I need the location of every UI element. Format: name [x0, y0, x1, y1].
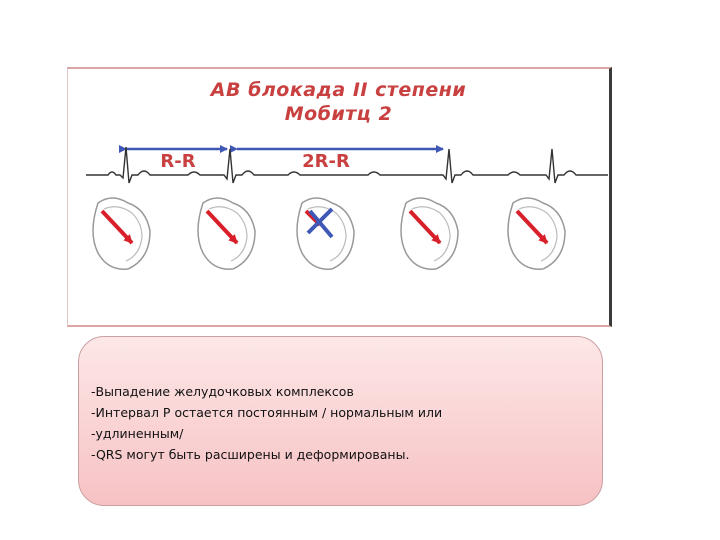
note-line: -удлиненным/ — [91, 426, 184, 441]
figure-title-line1: АВ блокада II степени — [210, 79, 467, 101]
note-line: -Выпадение желудочковых комплексов — [91, 384, 354, 399]
rr-label: R-R — [160, 151, 196, 172]
note-line: -QRS могут быть расширены и деформированы. — [91, 447, 410, 462]
note-line: -Интервал P остается постоянным / нормальным или — [91, 405, 443, 420]
heart-conduction-icon — [198, 198, 255, 269]
figure-title-line2: Мобитц 2 — [284, 103, 393, 125]
heart-blocked-icon — [297, 198, 354, 269]
ecg-figure — [67, 67, 612, 327]
heart-conduction-icon — [401, 198, 458, 269]
notes-box — [78, 336, 603, 506]
heart-conduction-icon — [93, 198, 150, 269]
heart-conduction-icon — [508, 198, 565, 269]
2rr-label: 2R-R — [302, 151, 350, 172]
notes-list — [91, 381, 442, 465]
